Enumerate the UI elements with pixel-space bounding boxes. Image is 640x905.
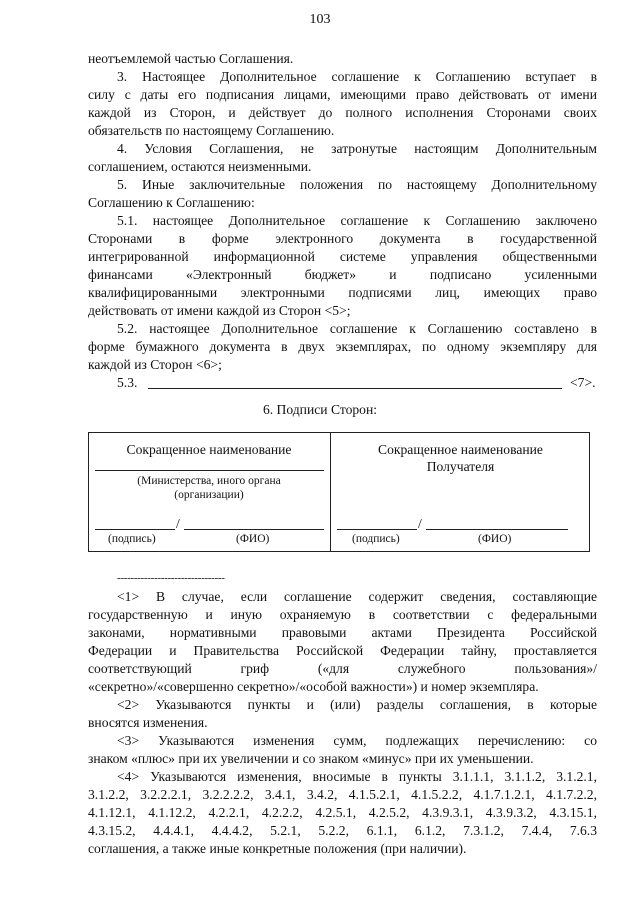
para-5-1-line-3: интегрированной информационной системе управления общественными xyxy=(88,249,597,264)
right-party-title-2: Получателя xyxy=(426,459,495,474)
footnote-1-line-6: «секретно»/«совершенно секретно»/«особой важности») и номер экземпляра. xyxy=(88,679,539,694)
left-party-title: Сокращенное наименование xyxy=(126,442,292,457)
para-5-3-tail: <7>. xyxy=(570,375,596,390)
footnote-separator: -------------------------------- xyxy=(117,572,225,584)
para-5-1-line-1: 5.1. настоящее Дополнительное соглашение к Соглашению заключено xyxy=(117,213,597,228)
para-5-1-line-5: квалифицированными электронными подписями лиц, имеющих право xyxy=(88,285,597,300)
para-5-2-line-3: каждой из Сторон <6>; xyxy=(88,357,222,372)
para-5-2-line-2: форме бумажного документа в двух экземплярах, по одному экземпляру для xyxy=(88,339,597,354)
page-number: 103 xyxy=(309,12,331,27)
right-sign-label: (подпись) xyxy=(352,533,400,545)
footnote-4-line-3: 4.1.12.1, 4.1.12.2, 4.2.2.1, 4.2.2.2, 4.2.5.1, 4.2.5.2, 4.3.9.3.1, 4.3.9.3.2, 4.3.15.1, xyxy=(88,805,597,820)
para-5-2-line-1: 5.2. настоящее Дополнительное соглашение к Соглашению составлено в xyxy=(117,321,597,336)
para-5-1-line-2: Сторонами в форме электронного документа в государственной xyxy=(88,231,597,246)
para-5-3-label: 5.3. xyxy=(117,375,138,390)
footnote-2-line-2: вносятся изменения. xyxy=(88,715,208,730)
footnote-4-line-2: 3.1.2.2, 3.2.2.2.1, 3.2.2.2.2, 3.4.1, 3.4.2, 4.1.5.2.1, 4.1.5.2.2, 4.1.7.1.2.1, 4.1.7.2.2, xyxy=(88,787,597,802)
left-party-sub-2: (организации) xyxy=(174,489,244,501)
footnote-4-line-4: 4.3.15.2, 4.4.4.1, 4.4.4.2, 5.2.1, 5.2.2, 6.1.1, 6.1.2, 7.3.1.2, 7.4.4, 7.6.3 xyxy=(88,823,597,838)
left-signature-line xyxy=(95,529,175,530)
para-4-line-2: соглашением, остаются неизменными. xyxy=(88,159,312,174)
para-5-1-line-6: действовать от имени каждой из Сторон <5>; xyxy=(88,303,351,318)
right-slash: / xyxy=(418,516,422,531)
footnote-1-line-2: государственную и иную охраняемую в соответствии с федеральными xyxy=(88,607,597,622)
para-5-1-line-4: финансами «Электронный бюджет» и подписано усиленными xyxy=(88,267,597,282)
footnote-4-line-1: <4> Указываются изменения, вносимые в пункты 3.1.1.1, 3.1.1.2, 3.1.2.1, xyxy=(117,769,597,784)
footnote-3-line-2: знаком «плюс» при их увеличении и со знаком «минус» при их уменьшении. xyxy=(88,751,534,766)
footnote-4-line-5: соглашения, а также иные конкретные положения (при наличии). xyxy=(88,841,467,856)
footnote-1-line-1: <1> В случае, если соглашение содержит сведения, составляющие xyxy=(117,589,597,604)
footnote-1-line-3: законами, нормативными правовыми актами Президента Российской xyxy=(88,625,597,640)
footnote-1-line-5: соответствующий гриф («для служебного пользования»/ xyxy=(88,661,597,676)
right-fio-line xyxy=(426,529,568,530)
para-3-line-2: силу с даты его подписания лицами, имеющими право действовать от имени xyxy=(88,87,597,102)
footnote-1-line-4: Федерации и Правительства Российской Федерации тайну, проставляется xyxy=(88,643,597,658)
para-5-3-blank-line xyxy=(148,388,562,389)
para-5-line-1: 5. Иные заключительные положения по настоящему Дополнительному xyxy=(117,177,597,192)
para-3-line-3: каждой из Сторон, и действует до полного исполнения Сторонами своих xyxy=(88,105,597,120)
right-signature-line xyxy=(337,529,417,530)
footnote-2-line-1: <2> Указываются пункты и (или) разделы соглашения, в которые xyxy=(117,697,597,712)
para-3-line-1: 3. Настоящее Дополнительное соглашение к Соглашению вступает в xyxy=(117,69,597,84)
left-name-line xyxy=(95,470,324,471)
para-3-line-4: обязательств по настоящему Соглашению. xyxy=(88,123,335,138)
left-fio-line xyxy=(184,529,324,530)
body-line-1: неотъемлемой частью Соглашения. xyxy=(88,51,294,66)
left-party-sub-1: (Министерства, иного органа xyxy=(137,475,281,487)
para-4-line-1: 4. Условия Соглашения, не затронутые настоящим Дополнительным xyxy=(117,141,597,156)
footnote-3-line-1: <3> Указываются изменения сумм, подлежащих перечислению: со xyxy=(117,733,597,748)
left-sign-label: (подпись) xyxy=(108,533,156,545)
left-fio-label: (ФИО) xyxy=(236,533,270,545)
right-fio-label: (ФИО) xyxy=(478,533,512,545)
right-party-title-1: Сокращенное наименование xyxy=(378,442,543,457)
left-slash: / xyxy=(176,516,180,531)
para-5-line-2: Соглашению к Соглашению: xyxy=(88,195,255,210)
signatures-heading: 6. Подписи Сторон: xyxy=(262,402,378,417)
